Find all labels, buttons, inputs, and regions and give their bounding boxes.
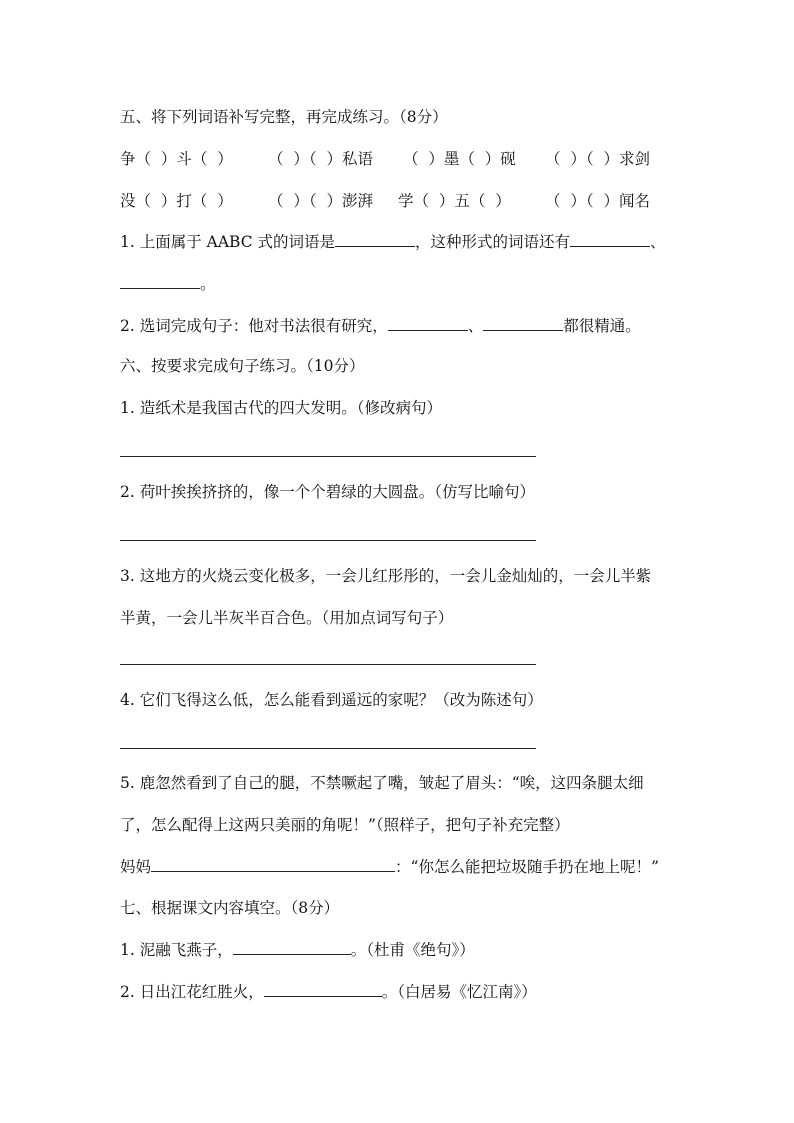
answer-line[interactable] [120,664,536,665]
answer-blank[interactable] [120,274,200,289]
idiom-7: 学（ ）五（ ） [398,192,511,210]
question-text: 、 [467,317,484,335]
question-text: 。（杜甫《绝句》） [350,941,475,959]
idiom-3: （ ）墨（ ）砚 [403,150,516,168]
question-text: 。（白居易《忆江南》） [381,983,537,1001]
question-5-1-cont [120,274,216,294]
question-6-3-line2: 半黄，一会儿半灰半百合色。（用加点词写句子） [120,609,454,627]
idiom-8: （ ）（ ）闻名 [545,192,650,210]
idiom-2: （ ）（ ）私语 [268,150,373,168]
question-6-5-line2: 了，怎么配得上这两只美丽的角呢！”（照样子，把句子补充完整） [120,816,570,834]
idiom-6: （ ）（ ）澎湃 [268,192,373,210]
answer-blank[interactable] [151,857,395,872]
answer-blank[interactable] [388,316,468,331]
answer-line[interactable] [120,540,536,541]
idiom-4: （ ）（ ）求剑 [545,150,650,168]
answer-blank[interactable] [483,316,563,331]
section-6-title: 六、按要求完成句子练习。（10分） [120,357,365,375]
question-text: 、 [650,233,666,251]
question-text: 妈妈 [120,858,152,876]
answer-blank[interactable] [335,232,415,247]
question-text: 2. 日出江花红胜火， [120,983,264,1001]
section-7-title: 七、根据课文内容填空。（8分） [120,899,340,917]
answer-blank[interactable] [570,232,650,247]
idiom-1: 争（ ）斗（ ） [120,150,233,168]
question-text: 都很精通。 [563,317,641,335]
question-6-1: 1. 造纸术是我国古代的四大发明。（修改病句） [120,399,442,417]
section-5-title: 五、将下列词语补写完整，再完成练习。（8分） [120,108,448,126]
idiom-5: 没（ ）打（ ） [120,192,233,210]
question-text: ，这种形式的词语还有 [415,233,571,251]
question-text: 2. 选词完成句子：他对书法很有研究， [120,317,388,335]
answer-blank[interactable] [233,940,351,955]
answer-line[interactable] [120,456,536,457]
question-6-4: 4. 它们飞得这么低，怎么能看到遥远的家呢？（改为陈述句） [120,691,543,709]
question-6-2: 2. 荷叶挨挨挤挤的，像一个个碧绿的大圆盘。（仿写比喻句） [120,483,535,501]
answer-blank[interactable] [264,982,382,997]
question-7-2 [120,982,537,1002]
question-7-1 [120,940,475,960]
question-text: 。 [200,275,216,293]
question-6-3-line1: 3. 这地方的火烧云变化极多，一会儿红彤彤的，一会儿金灿灿的，一会儿半紫 [120,567,652,585]
question-6-5-fill [120,857,659,877]
question-text: 1. 上面属于 AABC 式的词语是 [120,233,335,251]
question-text: 1. 泥融飞燕子， [120,941,233,959]
question-5-1 [120,232,666,252]
question-5-2 [120,316,641,336]
question-text: ：“你怎么能把垃圾随手扔在地上呢！” [395,858,659,876]
question-6-5-line1: 5. 鹿忽然看到了自己的腿，不禁噘起了嘴，皱起了眉头：“唉，这四条腿太细 [120,774,644,792]
answer-line[interactable] [120,748,536,749]
